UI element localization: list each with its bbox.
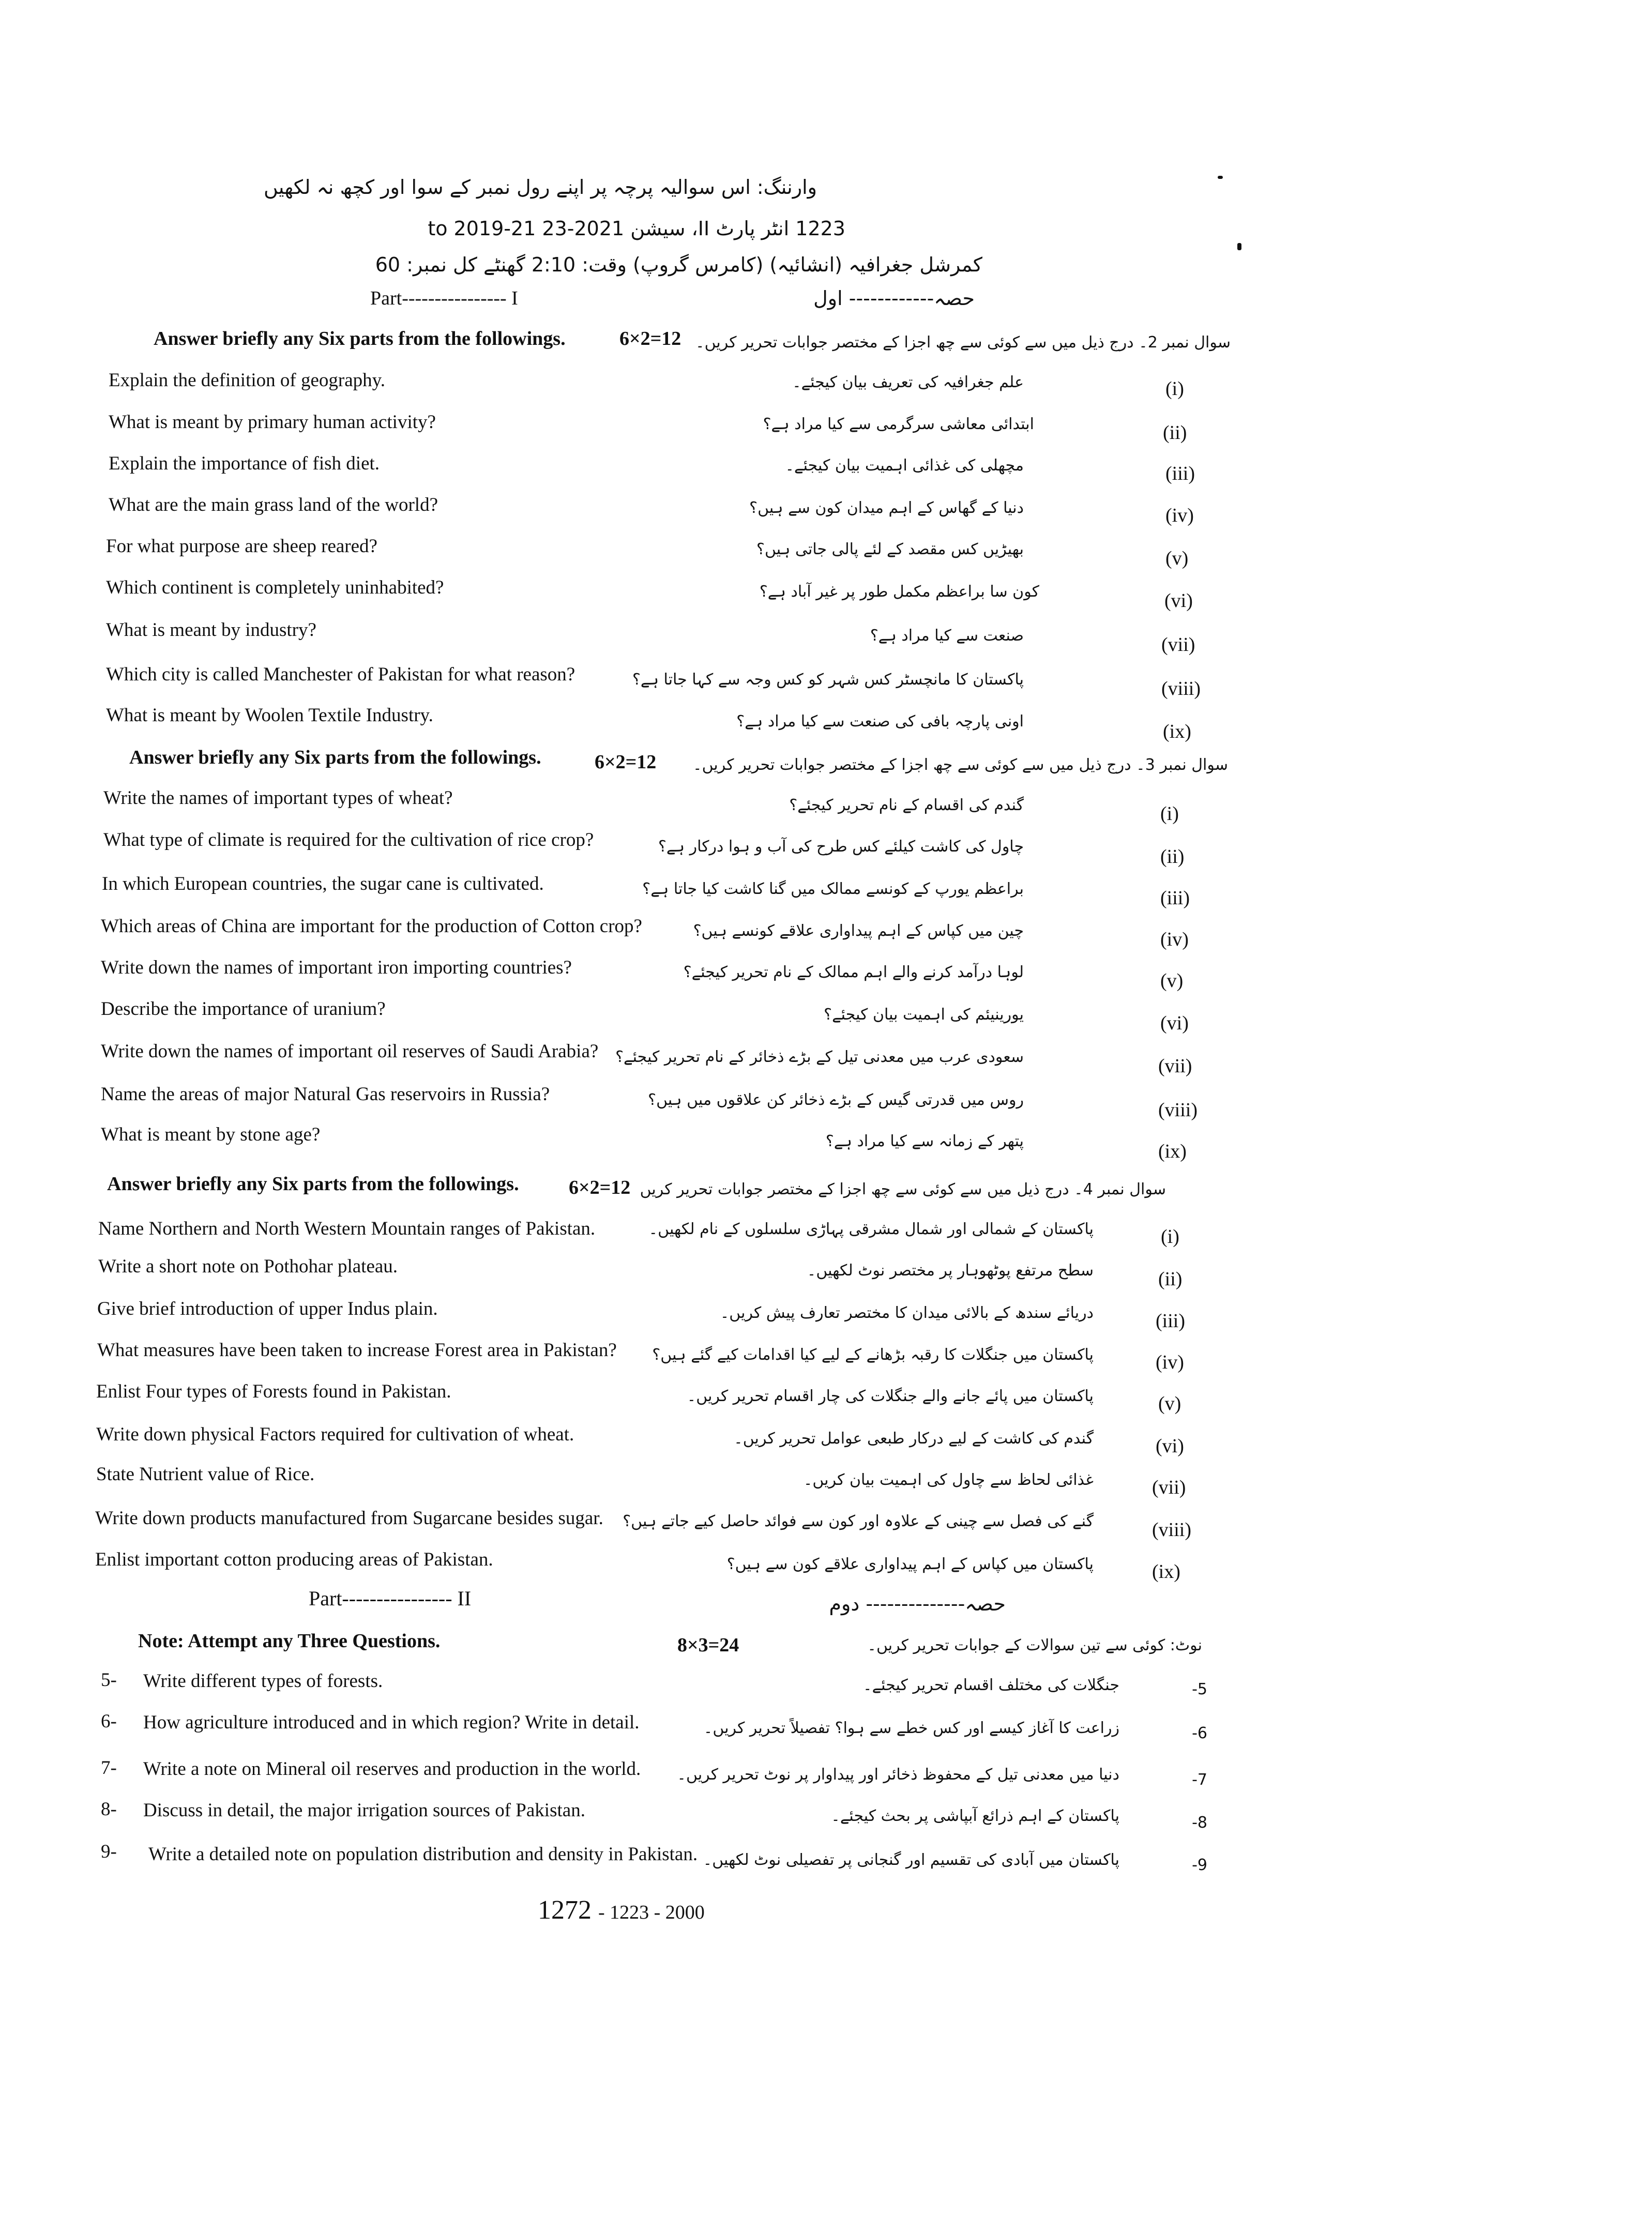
long-question-number: 6-: [101, 1711, 117, 1732]
q2-item-number: (ix): [1163, 721, 1191, 742]
q3-item-urdu: براعظم یورپ کے کونسے ممالک میں گنا کاشت کیا جاتا ہے؟: [642, 880, 1024, 898]
q4-item-text: Write a short note on Pothohar plateau.: [98, 1256, 398, 1277]
q2-item-text: What is meant by Woolen Textile Industry.: [106, 705, 433, 726]
q3-item-number: (vii): [1158, 1055, 1192, 1077]
q4-item-text: What measures have been taken to increase Forest area in Pakistan?: [97, 1340, 617, 1361]
q4-item-number: (v): [1158, 1393, 1181, 1415]
q3-item-urdu: پتھر کے زمانہ سے کیا مراد ہے؟: [825, 1132, 1024, 1150]
q3-item-number: (ii): [1160, 846, 1185, 868]
q4-item-number: (i): [1161, 1226, 1179, 1248]
long-question-number: 8-: [101, 1799, 117, 1820]
q3-item-number: (i): [1160, 803, 1179, 825]
q2-item-urdu: پاکستان کا مانچسٹر کس شہر کو کس وجہ سے کہا جاتا ہے؟: [632, 671, 1024, 689]
q4-item-text: Write down products manufactured from Sugarcane besides sugar.: [95, 1508, 603, 1529]
part-one-label-urdu: حصہ------------ اول: [813, 287, 975, 310]
long-question-urdu: جنگلات کی مختلف اقسام تحریر کیجئے۔: [863, 1676, 1119, 1694]
q4-item-text: Give brief introduction of upper Indus plain.: [97, 1298, 438, 1319]
q3-item-text: Describe the importance of uranium?: [101, 998, 386, 1020]
q4-item-text: State Nutrient value of Rice.: [96, 1464, 315, 1485]
part-two-note: Note: Attempt any Three Questions.: [138, 1630, 441, 1652]
q4-item-number: (viii): [1152, 1519, 1191, 1541]
q4-item-urdu: پاکستان کے شمالی اور شمال مشرقی پہاڑی سلسلوں کے نام لکھیں۔: [648, 1220, 1094, 1238]
q2-instruction-urdu: سوال نمبر 2۔ درج ذیل میں سے کوئی سے چھ اجزا کے مختصر جوابات تحریر کریں۔: [695, 333, 1231, 352]
paper-code-main: 1272: [538, 1895, 592, 1925]
q3-item-urdu: روس میں قدرتی گیس کے بڑے ذخائر کن علاقوں میں ہیں؟: [648, 1091, 1024, 1109]
paper-code: [538, 1895, 705, 1925]
q2-item-text: Which continent is completely uninhabited?: [106, 577, 444, 598]
q4-item-number: (ix): [1152, 1561, 1180, 1583]
q3-item-text: What is meant by stone age?: [101, 1124, 321, 1145]
long-question-text: Write different types of forests.: [143, 1670, 383, 1692]
q4-item-urdu: گنے کی فصل سے چینی کے علاوہ اور کون سے فوائد حاصل کیے جاتے ہیں؟: [623, 1512, 1094, 1530]
scan-mark: [1218, 176, 1223, 179]
q4-item-urdu: گندم کی کاشت کے لیے درکار طبعی عوامل تحریر کریں۔: [734, 1430, 1094, 1448]
q2-item-number: (ii): [1163, 422, 1187, 444]
q2-item-urdu: صنعت سے کیا مراد ہے؟: [870, 627, 1024, 645]
q4-item-urdu: دریائے سندھ کے بالائی میدان کا مختصر تعارف پیش کریں۔: [720, 1304, 1094, 1322]
q4-item-text: Write down physical Factors required for cultivation of wheat.: [96, 1424, 574, 1445]
q3-item-text: In which European countries, the sugar cane is cultivated.: [102, 873, 544, 894]
q4-item-urdu: غذائی لحاظ سے چاول کی اہمیت بیان کریں۔: [803, 1471, 1094, 1489]
long-question-urdu-number: -9: [1192, 1856, 1207, 1874]
q2-item-number: (v): [1165, 548, 1189, 569]
q3-item-text: Name the areas of major Natural Gas reservoirs in Russia?: [101, 1084, 550, 1105]
q2-item-text: Explain the importance of fish diet.: [109, 453, 380, 474]
long-question-urdu-number: -5: [1192, 1680, 1207, 1698]
q2-item-urdu: مچھلی کی غذائی اہمیت بیان کیجئے۔: [785, 457, 1024, 475]
q2-item-number: (iii): [1165, 463, 1195, 484]
long-question-number: 7-: [101, 1757, 117, 1779]
q2-item-number: (i): [1165, 378, 1184, 400]
q4-marks: 6×2=12: [569, 1177, 631, 1198]
q3-item-number: (iv): [1160, 929, 1189, 950]
q2-item-text: What is meant by primary human activity?: [109, 412, 436, 433]
long-question-urdu-number: -6: [1192, 1724, 1207, 1742]
q3-item-urdu: گندم کی اقسام کے نام تحریر کیجئے؟: [789, 796, 1024, 814]
q2-marks: 6×2=12: [619, 328, 681, 350]
q2-item-text: For what purpose are sheep reared?: [106, 536, 377, 557]
q4-item-number: (iii): [1156, 1310, 1185, 1332]
q4-item-number: (vii): [1152, 1477, 1186, 1498]
q4-item-urdu: پاکستان میں کپاس کے اہم پیداواری علاقے کون سے ہیں؟: [726, 1555, 1094, 1573]
part-two-note-urdu: نوٹ: کوئی سے تین سوالات کے جوابات تحریر کریں۔: [867, 1636, 1202, 1654]
q3-item-text: Which areas of China are important for the production of Cotton crop?: [101, 916, 642, 937]
q3-item-urdu: یورینیئم کی اہمیت بیان کیجئے؟: [824, 1006, 1024, 1024]
q3-item-text: Write down the names of important iron importing countries?: [101, 957, 572, 978]
q2-item-urdu: کون سا براعظم مکمل طور پر غیر آباد ہے؟: [759, 583, 1039, 601]
long-question-urdu: پاکستان میں آبادی کی تقسیم اور گنجانی پر تفصیلی نوٹ لکھیں۔: [703, 1851, 1119, 1869]
q4-instruction-urdu: سوال نمبر 4۔ درج ذیل میں سے کوئی سے چھ اجزا کے مختصر جوابات تحریر کریں: [640, 1180, 1166, 1198]
warning-line: وارننگ: اس سوالیہ پرچہ پر اپنے رول نمبر کے سوا اور کچھ نہ لکھیں: [263, 176, 817, 199]
q2-item-text: What is meant by industry?: [106, 619, 316, 641]
q4-instruction: Answer briefly any Six parts from the followings.: [107, 1173, 519, 1195]
q3-item-urdu: چین میں کپاس کے اہم پیداواری علاقے کونسے ہیں؟: [693, 922, 1024, 940]
q4-item-number: (iv): [1156, 1351, 1184, 1373]
q4-item-text: Name Northern and North Western Mountain ranges of Pakistan.: [98, 1218, 596, 1239]
long-question-text: Write a note on Mineral oil reserves and production in the world.: [143, 1758, 641, 1780]
long-question-urdu: زراعت کا آغاز کیسے اور کس خطے سے ہوا؟ تفصیلاً تحریر کریں۔: [703, 1719, 1119, 1737]
q3-item-number: (ix): [1158, 1141, 1187, 1162]
long-question-urdu-number: -8: [1192, 1814, 1207, 1832]
q4-item-urdu: سطح مرتفع پوٹھوہار پر مختصر نوٹ لکھیں۔: [807, 1262, 1094, 1280]
q2-item-number: (vii): [1161, 634, 1195, 656]
q4-item-urdu: پاکستان میں پائے جانے والے جنگلات کی چار اقسام تحریر کریں۔: [687, 1387, 1094, 1405]
long-question-urdu: دنیا میں معدنی تیل کے محفوظ ذخائر اور پیداوار پر نوٹ تحریر کریں۔: [677, 1766, 1119, 1784]
q3-instruction-urdu: سوال نمبر 3۔ درج ذیل میں سے کوئی سے چھ اجزا کے مختصر جوابات تحریر کریں۔: [692, 756, 1228, 774]
q3-item-number: (iii): [1160, 887, 1190, 909]
long-question-urdu: پاکستان کے اہم ذرائع آبپاشی پر بحث کیجئے۔: [831, 1807, 1119, 1825]
q3-item-urdu: سعودی عرب میں معدنی تیل کے بڑے ذخائر کے نام تحریر کیجئے؟: [615, 1048, 1024, 1066]
q3-item-number: (vi): [1160, 1012, 1189, 1034]
q2-item-urdu: اونی پارچہ بافی کی صنعت سے کیا مراد ہے؟: [736, 712, 1024, 731]
scan-mark: [1237, 243, 1241, 250]
q2-item-text: Explain the definition of geography.: [109, 370, 385, 391]
q2-item-number: (viii): [1161, 678, 1201, 700]
long-question-text: Discuss in detail, the major irrigation sources of Pakistan.: [143, 1800, 585, 1821]
paper-code-rest: - 1223 - 2000: [598, 1902, 705, 1923]
q2-item-number: (iv): [1165, 505, 1194, 526]
q3-item-urdu: چاول کی کاشت کیلئے کس طرح کی آب و ہوا درکار ہے؟: [658, 838, 1024, 856]
part-two-label: Part---------------- II: [309, 1587, 472, 1610]
q2-item-urdu: علم جغرافیہ کی تعریف بیان کیجئے۔: [792, 373, 1024, 391]
session-line: 1223 انٹر پارٹ II، سیشن 2021-23 to 2019-21: [428, 217, 845, 240]
q2-item-urdu: دنیا کے گھاس کے اہم میدان کون سے ہیں؟: [749, 499, 1024, 517]
q4-item-urdu: پاکستان میں جنگلات کا رقبہ بڑھانے کے لیے کیا اقدامات کیے گئے ہیں؟: [652, 1346, 1094, 1364]
q3-instruction: Answer briefly any Six parts from the followings.: [129, 747, 541, 768]
q3-marks: 6×2=12: [595, 751, 657, 773]
q3-item-urdu: لوہا درآمد کرنے والے اہم ممالک کے نام تحریر کیجئے؟: [683, 963, 1024, 981]
q2-item-text: Which city is called Manchester of Pakistan for what reason?: [106, 664, 575, 685]
q4-item-number: (vi): [1156, 1435, 1184, 1457]
q2-item-text: What are the main grass land of the world?: [109, 494, 438, 515]
part-one-label: Part---------------- I: [370, 287, 518, 309]
q4-item-text: Enlist Four types of Forests found in Pakistan.: [96, 1381, 451, 1402]
q2-instruction: Answer briefly any Six parts from the followings.: [154, 328, 566, 350]
q2-item-number: (vi): [1164, 590, 1193, 612]
q3-item-text: What type of climate is required for the cultivation of rice crop?: [103, 829, 594, 850]
part-two-marks: 8×3=24: [677, 1634, 739, 1656]
q3-item-number: (v): [1160, 970, 1184, 992]
q3-item-number: (viii): [1158, 1099, 1198, 1121]
long-question-number: 9-: [101, 1841, 117, 1862]
long-question-urdu-number: -7: [1192, 1771, 1207, 1789]
q4-item-text: Enlist important cotton producing areas of Pakistan.: [95, 1549, 493, 1570]
long-question-text: Write a detailed note on population distribution and density in Pakistan.: [148, 1844, 698, 1865]
long-question-number: 5-: [101, 1669, 117, 1691]
q2-item-urdu: ابتدائی معاشی سرگرمی سے کیا مراد ہے؟: [763, 415, 1034, 433]
q3-item-text: Write the names of important types of wheat?: [103, 787, 453, 809]
q3-item-text: Write down the names of important oil reserves of Saudi Arabia?: [101, 1041, 599, 1062]
subject-line: کمرشل جغرافیہ (انشائیہ) (کامرس گروپ) وقت: 2:10 گھنٹے کل نمبر: 60: [375, 253, 982, 276]
q4-item-number: (ii): [1158, 1268, 1183, 1290]
part-two-label-urdu: حصہ-------------- دوم: [829, 1592, 1006, 1615]
q2-item-urdu: بھیڑیں کس مقصد کے لئے پالی جاتی ہیں؟: [756, 540, 1024, 558]
long-question-text: How agriculture introduced and in which region? Write in detail.: [143, 1712, 640, 1733]
